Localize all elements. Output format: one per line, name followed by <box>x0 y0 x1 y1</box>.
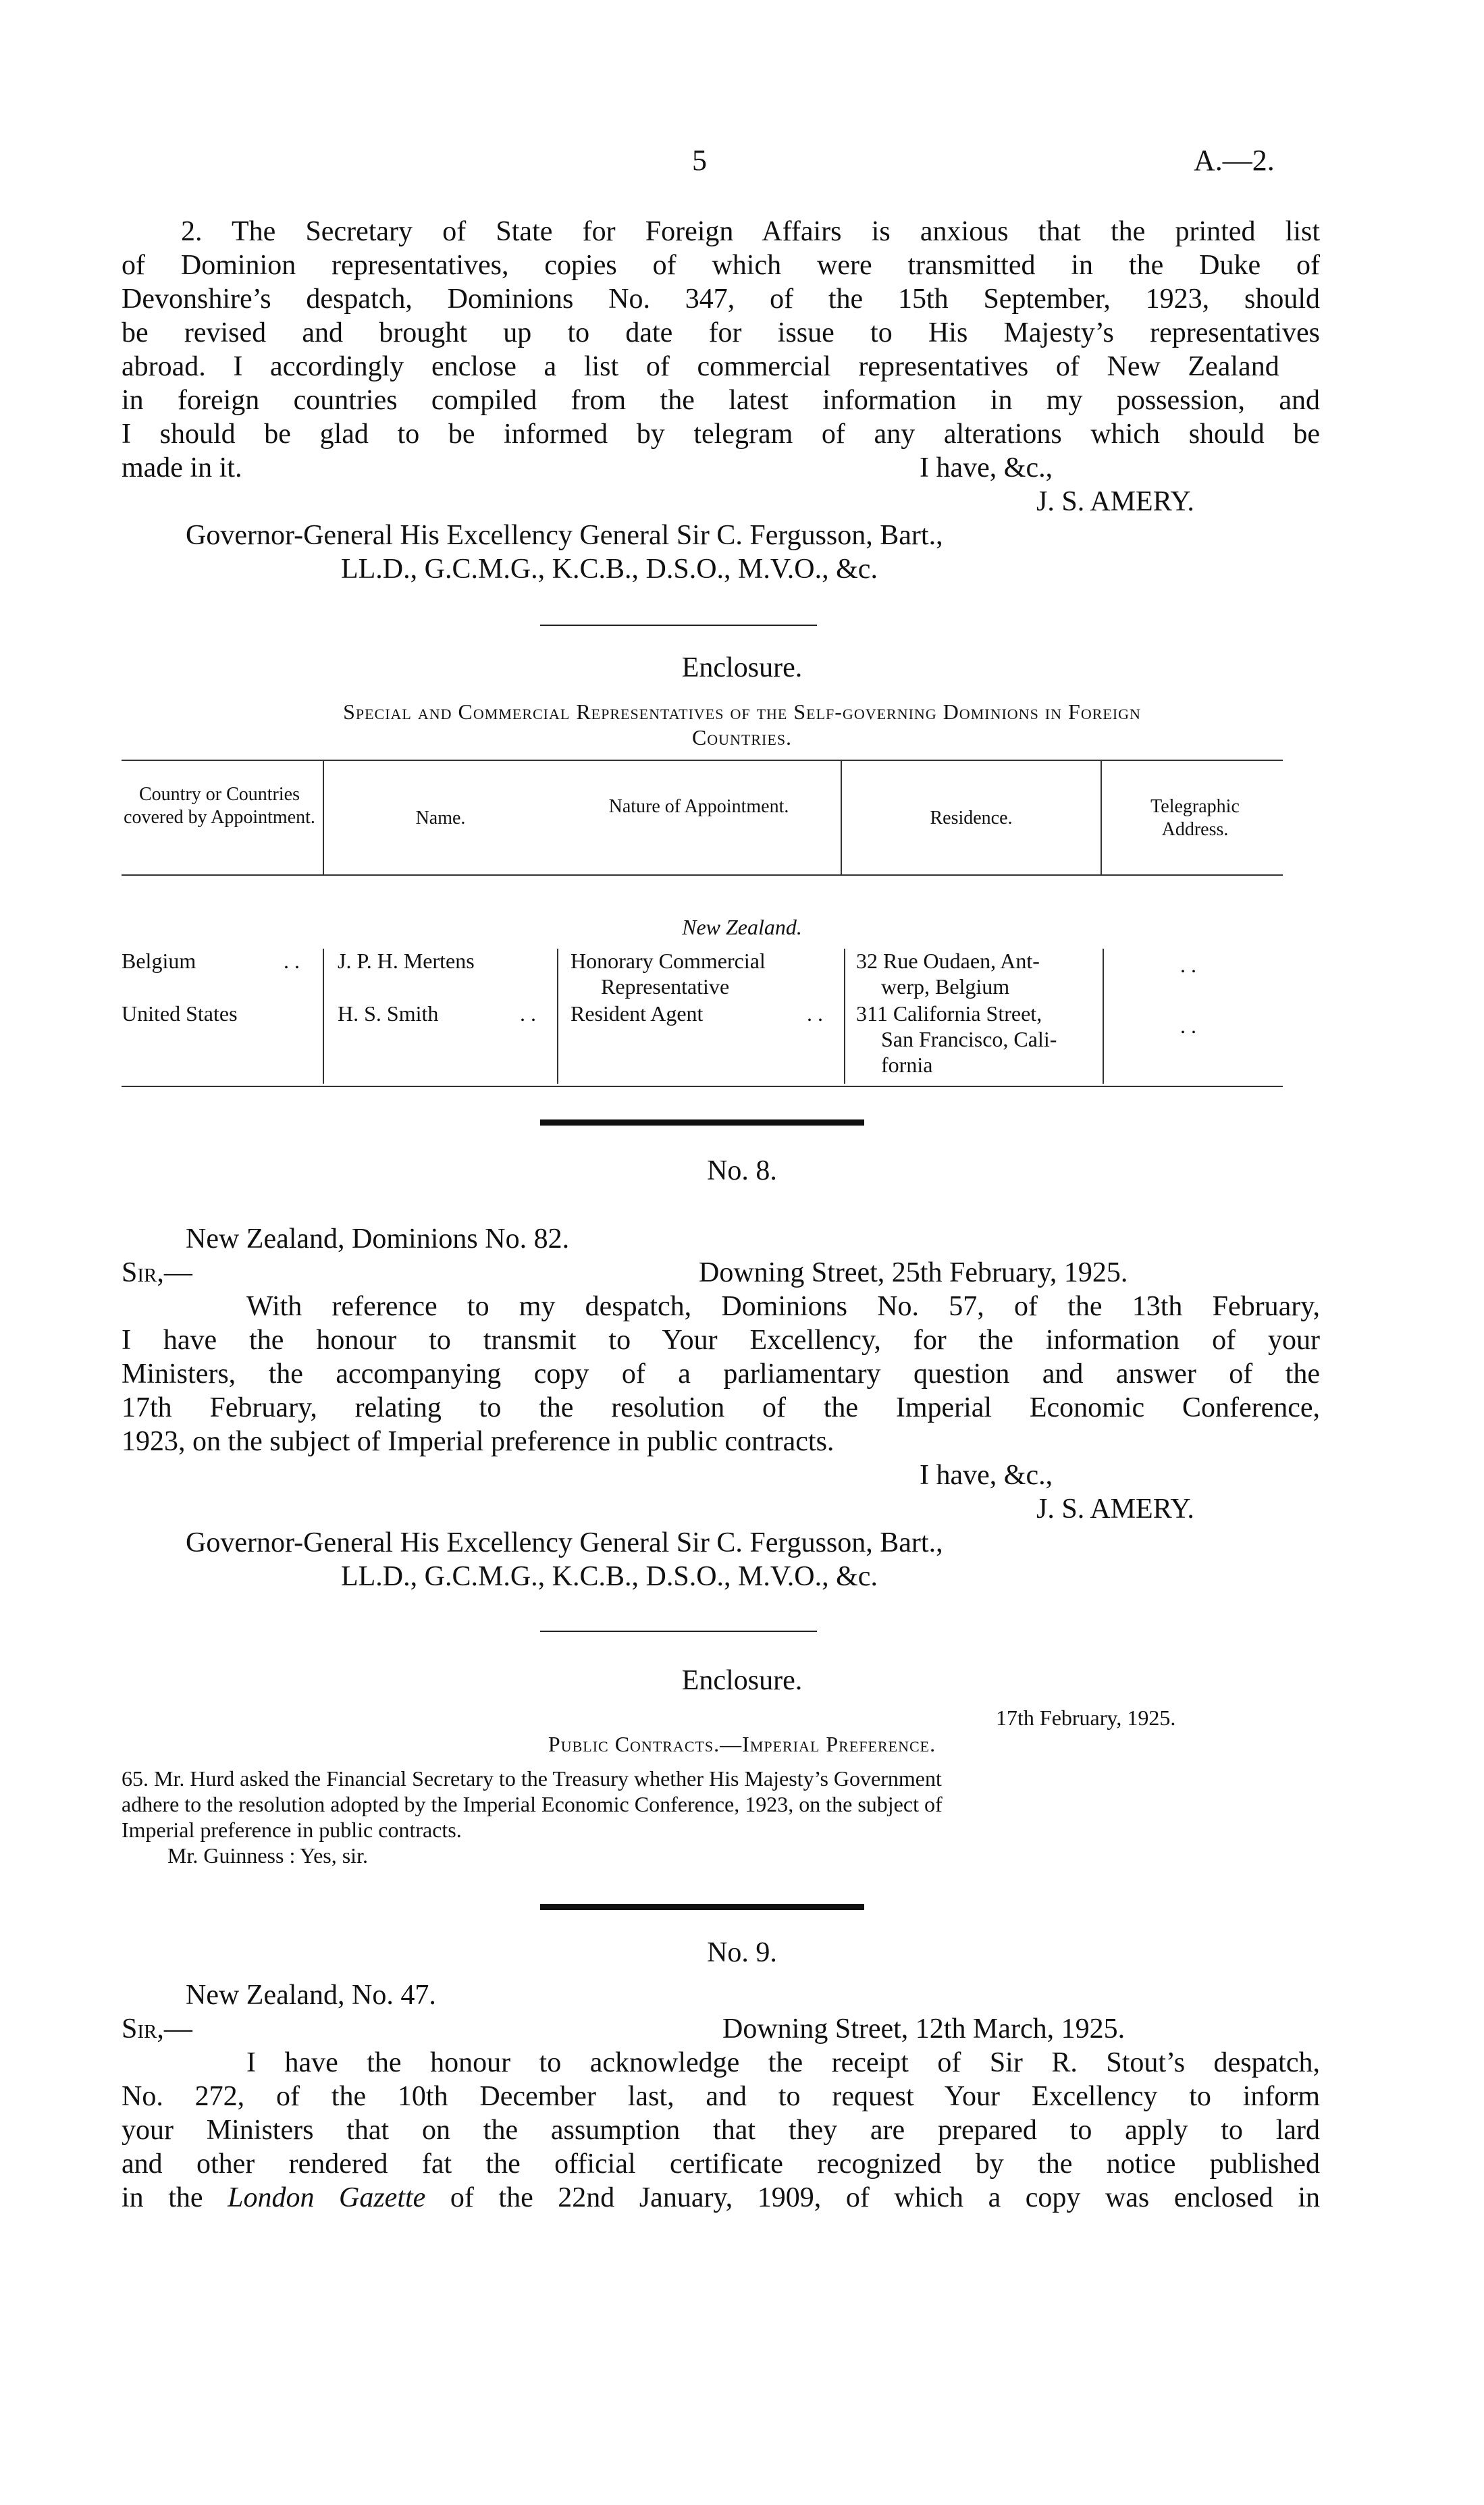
column-header: Telegraphic Address. <box>1150 796 1240 840</box>
table-cell-residence: 311 California Street, <box>856 1001 1042 1026</box>
place-date: Downing Street, 12th March, 1925. <box>722 2013 1125 2045</box>
paragraph-line: of Dominion representatives, copies of which were transmitted in the Duke of <box>122 250 1320 281</box>
enclosure-title: Special and Commercial Representatives of the Self-governing Dominions in Foreign <box>343 700 1141 724</box>
paragraph-line: in foreign countries compiled from the latest information in my possession, and <box>122 385 1320 416</box>
signature: J. S. AMERY. <box>1036 1494 1194 1525</box>
paragraph-line: Ministers, the accompanying copy of a parliamentary question and answer of the <box>122 1359 1320 1390</box>
despatch-reference: New Zealand, No. 47. <box>186 1980 436 2011</box>
closing: I have, &c., <box>920 1460 1053 1491</box>
paragraph-line: be revised and brought up to date for issue to His Majesty’s representatives <box>122 317 1320 348</box>
paragraph-line: No. 272, of the 10th December last, and to request Your Excellency to inform <box>122 2081 1320 2112</box>
salutation: Sir,— <box>122 2013 192 2045</box>
paragraph-line: Devonshire’s despatch, Dominions No. 347, of the 15th September, 1923, should <box>122 284 1320 315</box>
section-divider <box>540 1119 864 1126</box>
table-cell-telegraphic: . . <box>1180 1013 1196 1038</box>
column-header: Residence. <box>930 808 1013 828</box>
table-cell-residence: werp, Belgium <box>881 974 1010 999</box>
paragraph-line: With reference to my despatch, Dominions No. 57, of the 13th February, <box>246 1291 1320 1322</box>
table-cell-nature: Representative <box>601 974 730 999</box>
enclosure-date: 17th February, 1925. <box>996 1706 1176 1730</box>
paragraph-line: made in it. <box>122 452 242 483</box>
document-number: No. 9. <box>707 1937 777 1968</box>
signature: J. S. AMERY. <box>1036 486 1194 517</box>
paragraph-line: I should be glad to be informed by telegram of any alterations which should be <box>122 419 1320 450</box>
document-reference: A.—2. <box>1194 144 1275 177</box>
table-leader: . . <box>807 1001 823 1026</box>
addressee-line: LL.D., G.C.M.G., K.C.B., D.S.O., M.V.O., &c. <box>341 554 878 585</box>
place-date: Downing Street, 25th February, 1925. <box>699 1257 1128 1288</box>
paragraph-line: and other rendered fat the official certificate recognized by the notice published <box>122 2148 1320 2180</box>
table-cell-residence: fornia <box>881 1053 933 1077</box>
question-line: 65. Mr. Hurd asked the Financial Secretary to the Treasury whether His Majesty’s Government <box>122 1766 942 1791</box>
table-cell-country: Belgium <box>122 949 196 973</box>
enclosure-title: Countries. <box>691 725 793 749</box>
question-line: Imperial preference in public contracts. <box>122 1818 462 1842</box>
addressee-line: Governor-General His Excellency General Sir C. Fergusson, Bart., <box>186 1527 943 1558</box>
column-header: Nature of Appointment. <box>608 796 789 817</box>
paragraph-line: 17th February, relating to the resolution of the Imperial Economic Conference, <box>122 1392 1320 1423</box>
table-leader: . . <box>284 949 300 973</box>
table-cell-residence: San Francisco, Cali- <box>881 1027 1057 1051</box>
table-cell-telegraphic: . . <box>1180 953 1196 977</box>
table-section: New Zealand. <box>682 915 802 939</box>
table-cell-country: United States <box>122 1001 238 1026</box>
table-leader: . . <box>520 1001 536 1026</box>
table-cell-name: H. S. Smith <box>338 1001 439 1026</box>
column-header: Country or Countries covered by Appointment. <box>124 784 315 828</box>
section-divider <box>540 1904 864 1910</box>
despatch-reference: New Zealand, Dominions No. 82. <box>186 1223 570 1255</box>
parliamentary-answer: Mr. Guinness : Yes, sir. <box>167 1843 368 1868</box>
enclosure-heading: Enclosure. <box>681 1665 803 1696</box>
paragraph-line: your Ministers that on the assumption that they are prepared to apply to lard <box>122 2115 1320 2146</box>
table-cell-nature: Honorary Commercial <box>571 949 766 973</box>
table-cell-nature: Resident Agent <box>571 1001 704 1026</box>
paragraph-line: I have the honour to transmit to Your Excellency, for the information of your <box>122 1325 1320 1356</box>
paragraph-line: in the London Gazette of the 22nd January, 1909, of which a copy was enclosed in <box>122 2182 1320 2213</box>
document-number: No. 8. <box>707 1155 777 1186</box>
enclosure-title: Public Contracts.—Imperial Preference. <box>548 1732 936 1756</box>
salutation: Sir,— <box>122 1257 192 1288</box>
question-line: adhere to the resolution adopted by the Imperial Economic Conference, 1923, on the subject of <box>122 1792 943 1816</box>
divider <box>540 1631 817 1632</box>
divider <box>540 625 817 626</box>
column-header: Name. <box>415 808 466 828</box>
page-number: 5 <box>692 144 707 177</box>
paragraph-line: abroad. I accordingly enclose a list of commercial representatives of New Zealand <box>122 351 1279 382</box>
paragraph-line: I have the honour to acknowledge the receipt of Sir R. Stout’s despatch, <box>246 2047 1320 2078</box>
closing: I have, &c., <box>920 452 1053 483</box>
table-cell-residence: 32 Rue Oudaen, Ant- <box>856 949 1040 973</box>
enclosure-heading: Enclosure. <box>681 652 803 683</box>
addressee-line: LL.D., G.C.M.G., K.C.B., D.S.O., M.V.O., &c. <box>341 1561 878 1592</box>
table-cell-name: J. P. H. Mertens <box>338 949 475 973</box>
addressee-line: Governor-General His Excellency General Sir C. Fergusson, Bart., <box>186 520 943 551</box>
paragraph-line: 2. The Secretary of State for Foreign Affairs is anxious that the printed list <box>181 216 1320 247</box>
paragraph-line: 1923, on the subject of Imperial preference in public contracts. <box>122 1426 834 1457</box>
